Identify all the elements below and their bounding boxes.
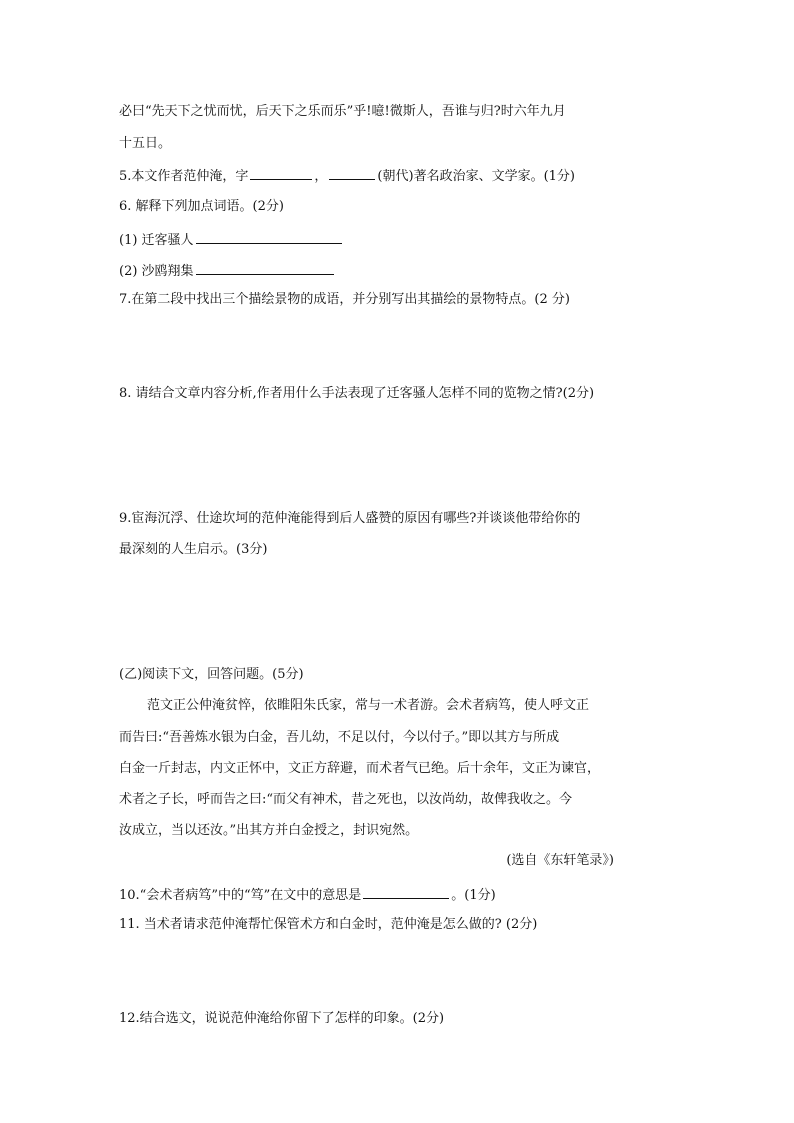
passage-line: 十五日。 [119, 136, 172, 151]
question-5 [119, 166, 575, 186]
question-text: ， [314, 169, 328, 184]
question-6: 6. 解释下列加点词语。(2分) [119, 199, 284, 214]
question-8: 8. 请结合文章内容分析,作者用什么手法表现了迁客骚人怎样不同的览物之情?(2分) [119, 386, 595, 401]
question-text: (朝代)著名政治家、文学家。(1分) [377, 169, 575, 184]
question-text: 10.“会术者病笃”中的“笃”在文中的意思是 [119, 888, 362, 903]
question-6-item-1 [119, 230, 344, 250]
answer-blank-dynasty[interactable] [329, 166, 375, 180]
answer-blank[interactable] [196, 230, 342, 244]
question-6-item-2 [119, 261, 336, 281]
passage-line: 术者之子长，呼而告之曰:“而父有神术，昔之死也，以汝尚幼，故俾我收之。今 [119, 792, 573, 807]
answer-blank-courtesy-name[interactable] [250, 166, 312, 180]
passage-line: 白金一斤封志，内文正怀中，文正方辞避，而术者气已绝。后十余年，文正为谏官， [119, 761, 601, 776]
passage-line: 必曰“先天下之忧而忧，后天下之乐而乐”乎!噫!微斯人，吾谁与归?时六年九月 [119, 104, 566, 119]
question-10 [119, 885, 496, 905]
question-12: 12.结合选文，说说范仲淹给你留下了怎样的印象。(2分) [119, 1011, 445, 1026]
question-text: 。(1分) [451, 888, 496, 903]
item-label: (1) 迁客骚人 [119, 233, 194, 248]
question-text: 5.本文作者范仲淹，字 [119, 169, 249, 184]
question-9-line-1: 9.宦海沉浮、仕途坎坷的范仲淹能得到后人盛赞的原因有哪些?并谈谈他带给你的 [119, 511, 581, 526]
question-7: 7.在第二段中找出三个描绘景物的成语，并分别写出其描绘的景物特点。(2 分) [119, 292, 570, 307]
question-9-line-2: 最深刻的人生启示。(3分) [119, 542, 268, 557]
item-label: (2) 沙鸥翔集 [119, 264, 194, 279]
answer-blank[interactable] [363, 885, 449, 899]
answer-blank[interactable] [196, 261, 334, 275]
section-heading: (乙)阅读下文，回答问题。(5分) [119, 667, 304, 682]
passage-line: 汝成立，当以还汝。”出其方并白金授之，封识宛然。 [119, 823, 419, 838]
passage-source: (选自《东轩笔录》) [506, 853, 614, 868]
question-11: 11. 当术者请求范仲淹帮忙保管术方和白金时，范仲淹是怎么做的? (2分) [119, 917, 538, 932]
passage-line: 而告曰:“吾善炼水银为白金，吾儿幼，不足以付，今以付子。”即以其方与所成 [119, 730, 560, 745]
passage-line: 范文正公仲淹贫悴，依睢阳朱氏家，常与一术者游。会术者病笃，使人呼文正 [147, 698, 590, 713]
